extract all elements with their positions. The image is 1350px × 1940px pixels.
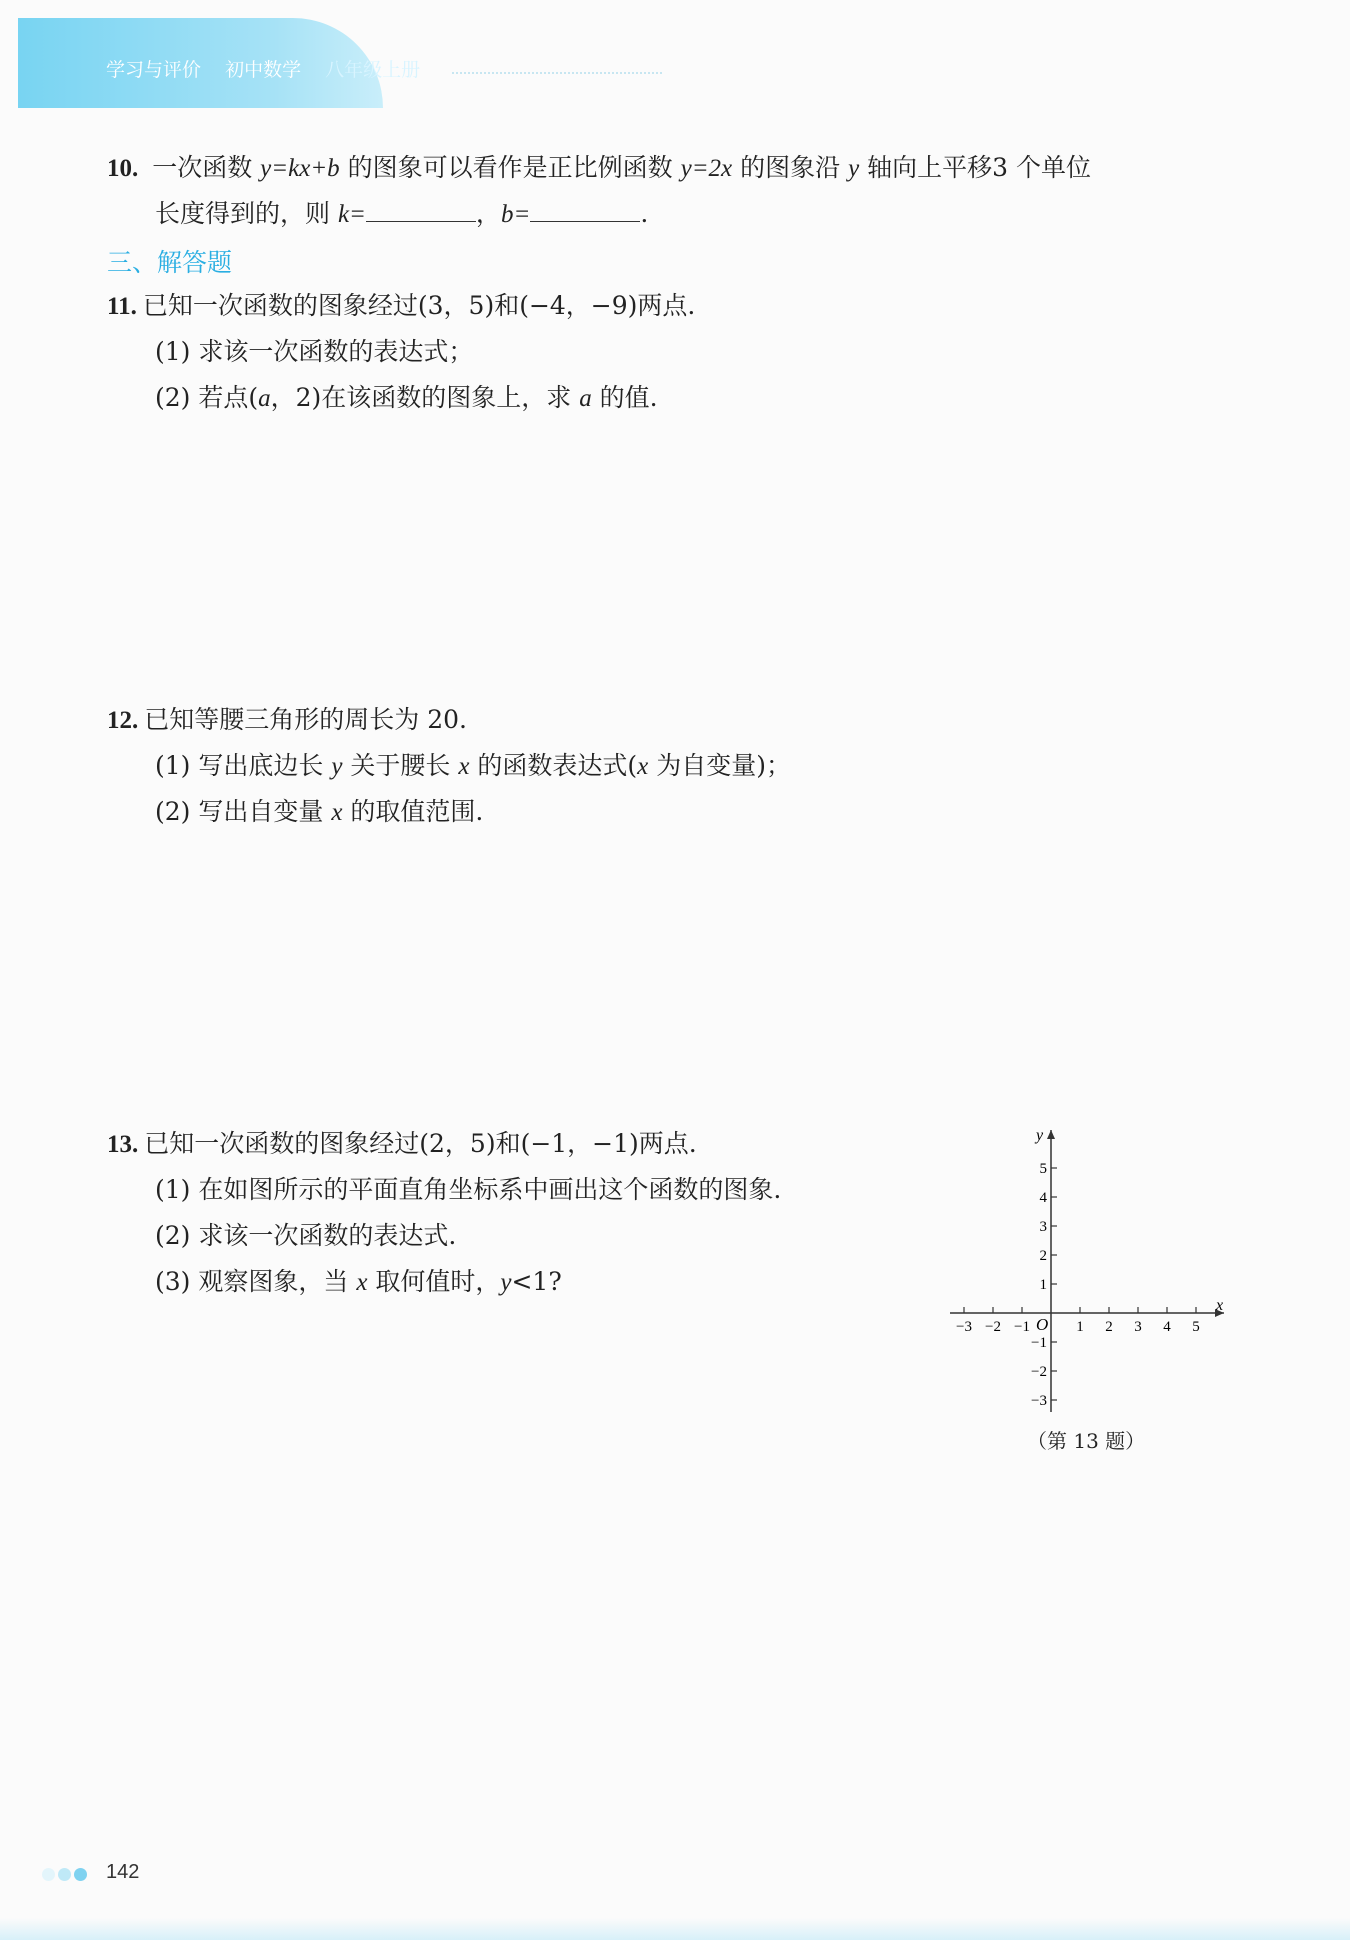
q13-var-x: x	[356, 1269, 368, 1296]
q13-part1: (1) 在如图所示的平面直角坐标系中画出这个函数的图象.	[155, 1175, 782, 1204]
y-tick-label: 5	[1039, 1161, 1047, 1177]
q12-part1-text: 为自变量)；	[648, 751, 791, 780]
q10-k-label: k=	[337, 201, 366, 228]
header-book: 学习与评价	[106, 59, 202, 81]
y-axis-arrow	[1047, 1130, 1055, 1139]
figure-caption: （第 13 题）	[1027, 1429, 1146, 1453]
y-tick-label: −2	[1031, 1364, 1047, 1380]
q11-part2-text: ，2)在该函数的图象上，求	[270, 383, 580, 412]
q13-number: 13.	[107, 1131, 139, 1158]
header-dotted-line	[452, 72, 662, 74]
footer-band	[0, 1918, 1350, 1940]
q11-number: 11.	[107, 293, 137, 320]
y-tick-label: −1	[1031, 1335, 1047, 1351]
q10-text: 长度得到的，则	[155, 199, 338, 228]
y-tick-label: 2	[1039, 1248, 1047, 1264]
header-subject: 初中数学	[225, 59, 302, 81]
q10-equation-2: y=2x	[680, 155, 733, 182]
q13-part3-text: (3) 观察图象，当	[155, 1267, 357, 1296]
q12-var-x: x	[331, 799, 343, 826]
q10-text: 的图象可以看作是正比例函数	[339, 153, 681, 182]
q11-part1: (1) 求该一次函数的表达式；	[155, 337, 474, 366]
q10-b-blank[interactable]	[530, 201, 640, 222]
footer-dot	[58, 1868, 71, 1881]
footer-dot	[42, 1868, 55, 1881]
q11-var-a: a	[258, 385, 271, 412]
q11-var-a: a	[579, 385, 592, 412]
q13-part3-text: <1?	[511, 1267, 562, 1296]
q11-stem	[107, 293, 695, 319]
running-header	[106, 55, 438, 82]
q11-part2-text: 的值.	[591, 383, 658, 412]
footer-dots	[42, 1866, 90, 1885]
header-grade: 八年级上册	[325, 59, 421, 81]
q10-b-label: b=	[500, 201, 531, 228]
coordinate-plane[interactable]	[940, 1122, 1230, 1412]
x-tick-label: 1	[1076, 1319, 1084, 1335]
q13-part2: (2) 求该一次函数的表达式.	[155, 1221, 457, 1250]
q12-number: 12.	[107, 707, 139, 734]
q12-var-x: x	[458, 753, 470, 780]
q10-number: 10.	[107, 155, 139, 182]
q10-separator: ，	[475, 199, 501, 228]
q12-part2-text: (2) 写出自变量	[155, 797, 332, 826]
x-tick-label: 4	[1163, 1319, 1171, 1335]
x-tick-label: −3	[956, 1319, 972, 1335]
q10-line1	[107, 155, 1091, 181]
q12-var-x: x	[637, 753, 649, 780]
q10-k-blank[interactable]	[366, 201, 476, 222]
q11-part2	[155, 385, 658, 411]
q10-line2	[155, 201, 648, 227]
q12-part2	[155, 799, 483, 825]
q10-var: y	[848, 155, 860, 182]
origin-label: O	[1036, 1315, 1049, 1334]
footer-dot	[74, 1868, 87, 1881]
q13-text: 已知一次函数的图象经过(2，5)和(−1，−1)两点.	[144, 1129, 697, 1158]
q12-part1-text: 的函数表达式(	[469, 751, 638, 780]
q10-text: 一次函数	[152, 153, 261, 182]
section-heading: 三、解答题	[107, 248, 233, 277]
q13-part3-text: 取何值时，	[367, 1267, 501, 1296]
tick-marks	[956, 1161, 1200, 1409]
x-tick-label: −2	[985, 1319, 1001, 1335]
q11-part2-text: (2) 若点(	[155, 383, 259, 412]
q12-part1-text: 关于腰长	[342, 751, 459, 780]
x-tick-label: −1	[1014, 1319, 1030, 1335]
q12-part1-text: (1) 写出底边长	[155, 751, 332, 780]
q12-part2-text: 的取值范围.	[342, 797, 484, 826]
x-tick-label: 5	[1192, 1319, 1200, 1335]
q11-text: 已知一次函数的图象经过(3，5)和(−4，−9)两点.	[142, 291, 696, 320]
y-axis-label: y	[1036, 1127, 1044, 1144]
q10-text: 的图象沿	[732, 153, 849, 182]
x-tick-label: 3	[1134, 1319, 1142, 1335]
q13-stem	[107, 1131, 697, 1157]
x-axis-label: x	[1216, 1297, 1224, 1314]
page-number: 142	[106, 1861, 140, 1883]
q13-part3	[155, 1269, 562, 1295]
q10-text: 轴向上平移3 个单位	[859, 153, 1091, 182]
y-tick-label: 3	[1039, 1219, 1047, 1235]
y-tick-label: 4	[1039, 1190, 1047, 1206]
y-tick-label: −3	[1031, 1393, 1047, 1409]
y-tick-label: 1	[1039, 1277, 1047, 1293]
q10-equation-1: y=kx+b	[260, 155, 340, 182]
q12-var-y: y	[331, 753, 343, 780]
q10-end: .	[640, 199, 649, 228]
q12-part1	[155, 753, 791, 779]
x-tick-label: 2	[1105, 1319, 1113, 1335]
q12-text: 已知等腰三角形的周长为 20.	[144, 705, 467, 734]
q13-var-y: y	[500, 1269, 512, 1296]
q12-stem	[107, 707, 467, 733]
